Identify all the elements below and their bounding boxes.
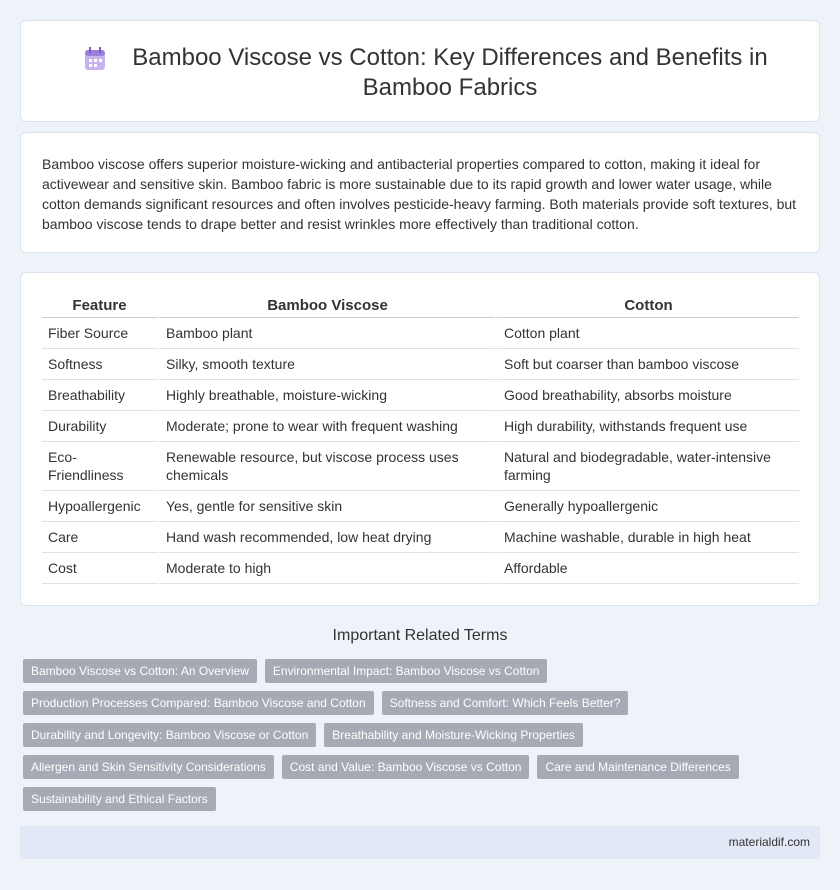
cotton-cell: Affordable [495,553,799,584]
table-row [42,318,799,349]
bamboo-cell: Yes, gentle for sensitive skin [157,491,495,522]
cotton-cell: Cotton plant [495,318,799,349]
related-terms-list [23,659,813,819]
cotton-cell: Machine washable, durable in high heat [495,522,799,553]
feature-cell: Eco-Friendliness [42,442,157,491]
feature-cell: Durability [42,411,157,442]
header-cotton: Cotton [495,295,799,318]
related-term-link[interactable]: Allergen and Skin Sensitivity Considerations [23,755,274,779]
cotton-cell: High durability, withstands frequent use [495,411,799,442]
feature-cell: Breathability [42,380,157,411]
bamboo-cell: Moderate; prone to wear with frequent washing [157,411,495,442]
table-row [42,522,799,553]
bamboo-cell: Renewable resource, but viscose process uses chemicals [157,442,495,491]
comparison-table [42,295,799,584]
bamboo-cell: Bamboo plant [157,318,495,349]
bamboo-cell: Silky, smooth texture [157,349,495,380]
header-feature: Feature [42,295,157,318]
feature-cell: Hypoallergenic [42,491,157,522]
related-term-link[interactable]: Production Processes Compared: Bamboo Viscose and Cotton [23,691,374,715]
related-term-link[interactable]: Softness and Comfort: Which Feels Better? [382,691,629,715]
bamboo-cell: Hand wash recommended, low heat drying [157,522,495,553]
related-term-link[interactable]: Cost and Value: Bamboo Viscose vs Cotton [282,755,530,779]
cotton-cell: Natural and biodegradable, water-intensive farming [495,442,799,491]
cotton-cell: Good breathability, absorbs moisture [495,380,799,411]
feature-cell: Softness [42,349,157,380]
header-card [20,20,820,122]
related-terms-heading: Important Related Terms [332,627,508,644]
comparison-table-card [20,272,820,606]
cotton-cell: Generally hypoallergenic [495,491,799,522]
cotton-cell: Soft but coarser than bamboo viscose [495,349,799,380]
intro-card [20,132,820,253]
footer-site-name[interactable]: materialdif.com [728,835,810,849]
table-row [42,442,799,491]
feature-cell: Fiber Source [42,318,157,349]
related-term-link[interactable]: Care and Maintenance Differences [537,755,738,779]
related-term-link[interactable]: Sustainability and Ethical Factors [23,787,216,811]
table-row [42,553,799,584]
footer [20,826,820,859]
bamboo-cell: Moderate to high [157,553,495,584]
header-bamboo-viscose: Bamboo Viscose [157,295,495,318]
intro-paragraph: Bamboo viscose offers superior moisture-wicking and antibacterial properties compared to cotton, making it ideal for activewear and sensitive skin. Bamboo fabric is more sustainable due to its rapid growth and lower water usage, while cotton demands significant resources and often involves pesticide-heavy farming. Both materials provide soft textures, but bamboo viscose tends to drape better and resist wrinkles more effectively than traditional cotton. [42,156,797,232]
bamboo-cell: Highly breathable, moisture-wicking [157,380,495,411]
table-row [42,411,799,442]
related-term-link[interactable]: Bamboo Viscose vs Cotton: An Overview [23,659,257,683]
table-row [42,349,799,380]
page-title: Bamboo Viscose vs Cotton: Key Differences and Benefits in Bamboo Fabrics [132,44,768,101]
table-row [42,380,799,411]
related-term-link[interactable]: Environmental Impact: Bamboo Viscose vs Cotton [265,659,548,683]
table-header-row [42,295,799,318]
feature-cell: Cost [42,553,157,584]
related-term-link[interactable]: Breathability and Moisture-Wicking Properties [324,723,583,747]
feature-cell: Care [42,522,157,553]
related-term-link[interactable]: Durability and Longevity: Bamboo Viscose or Cotton [23,723,316,747]
table-row [42,491,799,522]
